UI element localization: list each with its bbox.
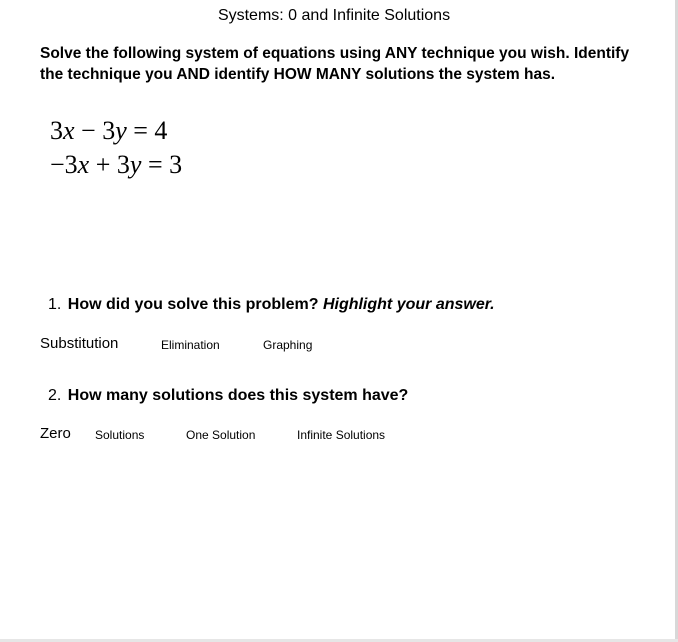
question-2-number: 2. (48, 387, 62, 404)
option-elimination[interactable]: Elimination (161, 338, 220, 352)
question-1-number: 1. (48, 296, 62, 313)
option-substitution[interactable]: Substitution (40, 335, 119, 352)
equation-system (50, 114, 182, 182)
question-2 (48, 387, 408, 405)
question-1 (48, 296, 495, 314)
instructions-text: Solve the following system of equations using ANY technique you wish. Identify the technique you AND identify HOW MANY solutions the system has. (40, 45, 630, 83)
option-infinite-solutions[interactable]: Infinite Solutions (297, 428, 386, 442)
option-graphing[interactable]: Graphing (263, 338, 313, 352)
option-solutions[interactable]: Solutions (95, 428, 145, 442)
equation-2: −3x + 3y = 3 (50, 150, 183, 179)
option-zero[interactable]: Zero (40, 425, 71, 442)
page-title: Systems: 0 and Infinite Solutions (217, 7, 451, 24)
option-one-solution[interactable]: One Solution (186, 428, 256, 442)
question-1-hint: Highlight your answer. (322, 296, 495, 313)
question-1-text: How did you solve this problem? (67, 296, 319, 313)
question-2-text: How many solutions does this system have? (67, 387, 409, 404)
equation-1: 3x − 3y = 4 (50, 116, 168, 145)
